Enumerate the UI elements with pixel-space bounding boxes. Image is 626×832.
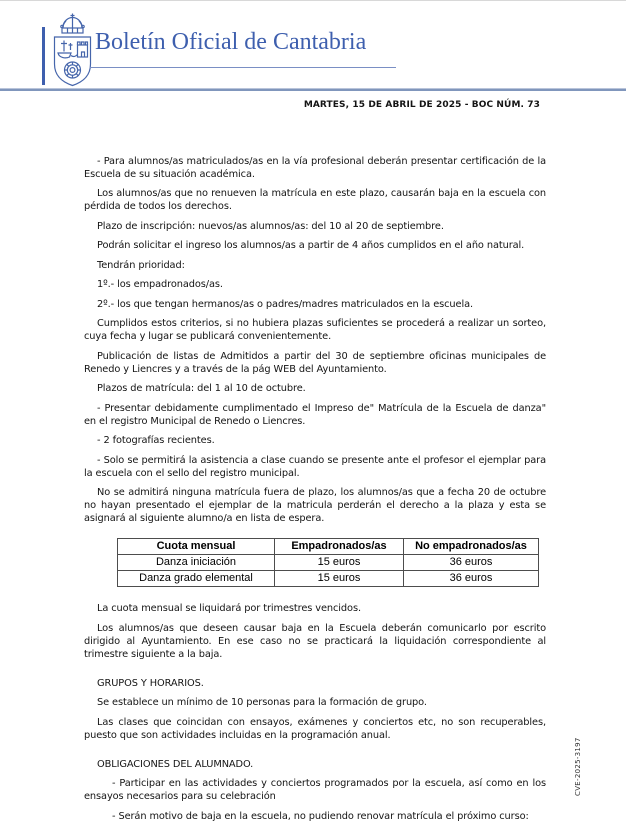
paragraph: Cumplidos estos criterios, si no hubiera plazas suficientes se procederá a realizar un sorteo, cuya fecha y lugar se publicará convenientemente. (84, 318, 546, 342)
title-underline (90, 67, 396, 68)
table-cell: 36 euros (404, 555, 539, 571)
section-heading-grupos: GRUPOS Y HORARIOS. (97, 677, 204, 689)
cantabria-coat-of-arms-icon (51, 12, 94, 88)
dateline: MARTES, 15 DE ABRIL DE 2025 - BOC NÚM. 73 (303, 100, 540, 110)
table-cell: 15 euros (275, 571, 404, 587)
paragraph: Tendrán prioridad: (97, 259, 185, 271)
table-cell: 15 euros (275, 555, 404, 571)
table-header-row (118, 539, 539, 555)
table-row (118, 555, 539, 571)
header-accent-bar (42, 27, 45, 85)
paragraph-bullet: - Participar en las actividades y conciertos programados por la escuela, así como en los ensayos necesarios para su celebración (84, 778, 546, 802)
paragraph-bullet: - Solo se permitirá la asistencia a clase cuando se presente ante el profesor el ejemplar para la escuela con el sello del registro municipal. (84, 454, 546, 479)
paragraph-bullet: - 2 fotografías recientes. (97, 435, 215, 446)
paragraph: La cuota mensual se liquidará por trimestres vencidos. (97, 603, 361, 614)
table-cell: Danza iniciación (118, 555, 275, 571)
monthly-fee-table (117, 538, 539, 587)
list-item-first: 1º.- los empadronados/as. (97, 279, 223, 290)
paragraph-bullet: - Para alumnos/as matriculados/as en la vía profesional deberán presentar certificación de la Escuela de su situación académica. (84, 155, 546, 180)
header-rule (0, 88, 626, 91)
paragraph: Publicación de listas de Admitidos a partir del 30 de septiembre oficinas municipales de Renedo y Liencres y a través de la pág WEB del Ayuntamiento. (84, 350, 546, 375)
table-cell: 36 euros (404, 571, 539, 587)
section-heading-obligaciones: OBLIGACIONES DEL ALUMNADO. (97, 758, 254, 770)
paragraph: Los alumnos/as que deseen causar baja en la Escuela deberán comunicarlo por escrito dirigido al Ayuntamiento. En ese caso no se practicará la liquidación correspondiente al trimestre siguiente a la baja. (84, 622, 546, 660)
paragraph: No se admitirá ninguna matrícula fuera de plazo, los alumnos/as que a fecha 20 de octubre no hayan presentado el ejemplar de la matricula perderán el derecho a la plaza y esta se asignará al siguiente alumno/a en lista de espera. (84, 487, 546, 524)
paragraph: Se establece un mínimo de 10 personas para la formación de grupo. (97, 697, 427, 708)
paragraph: Los alumnos/as que no renueven la matrícula en este plazo, causarán baja en la escuela con pérdida de todos los derechos. (84, 188, 546, 212)
list-item-second: 2º.- los que tengan hermanos/as o padres/madres matriculados en la escuela. (97, 298, 473, 310)
table-cell: Danza grado elemental (118, 571, 275, 587)
paragraph-bullet: - Serán motivo de baja en la escuela, no pudiendo renovar matrícula el próximo curso: (112, 810, 529, 822)
bulletin-title: Boletín Oficial de Cantabria (95, 29, 367, 55)
paragraph-bullet: - Presentar debidamente cumplimentado el Impreso de" Matrícula de la Escuela de danza" en el registro Municipal de Renedo o Liencres. (84, 402, 546, 427)
table-header-empadronados: Empadronados/as (275, 539, 404, 555)
paragraph: Podrán solicitar el ingreso los alumnos/as a partir de 4 años cumplidos en el año natural. (97, 240, 525, 251)
table-row (118, 571, 539, 587)
paragraph: Plazos de matrícula: del 1 al 10 de octubre. (97, 383, 306, 394)
document-body (84, 148, 546, 829)
paragraph: Plazo de inscripción: nuevos/as alumnos/as: del 10 al 20 de septiembre. (97, 220, 444, 232)
paragraph: Las clases que coincidan con ensayos, exámenes y conciertos etc, no son recuperables, puesto que son actividades incluidas en la programación anual. (84, 716, 546, 741)
cve-code: CVE-2025-3197 (574, 737, 582, 796)
table-header-no-empadronados: No empadronados/as (404, 539, 539, 555)
table-header-cuota: Cuota mensual (118, 539, 275, 555)
